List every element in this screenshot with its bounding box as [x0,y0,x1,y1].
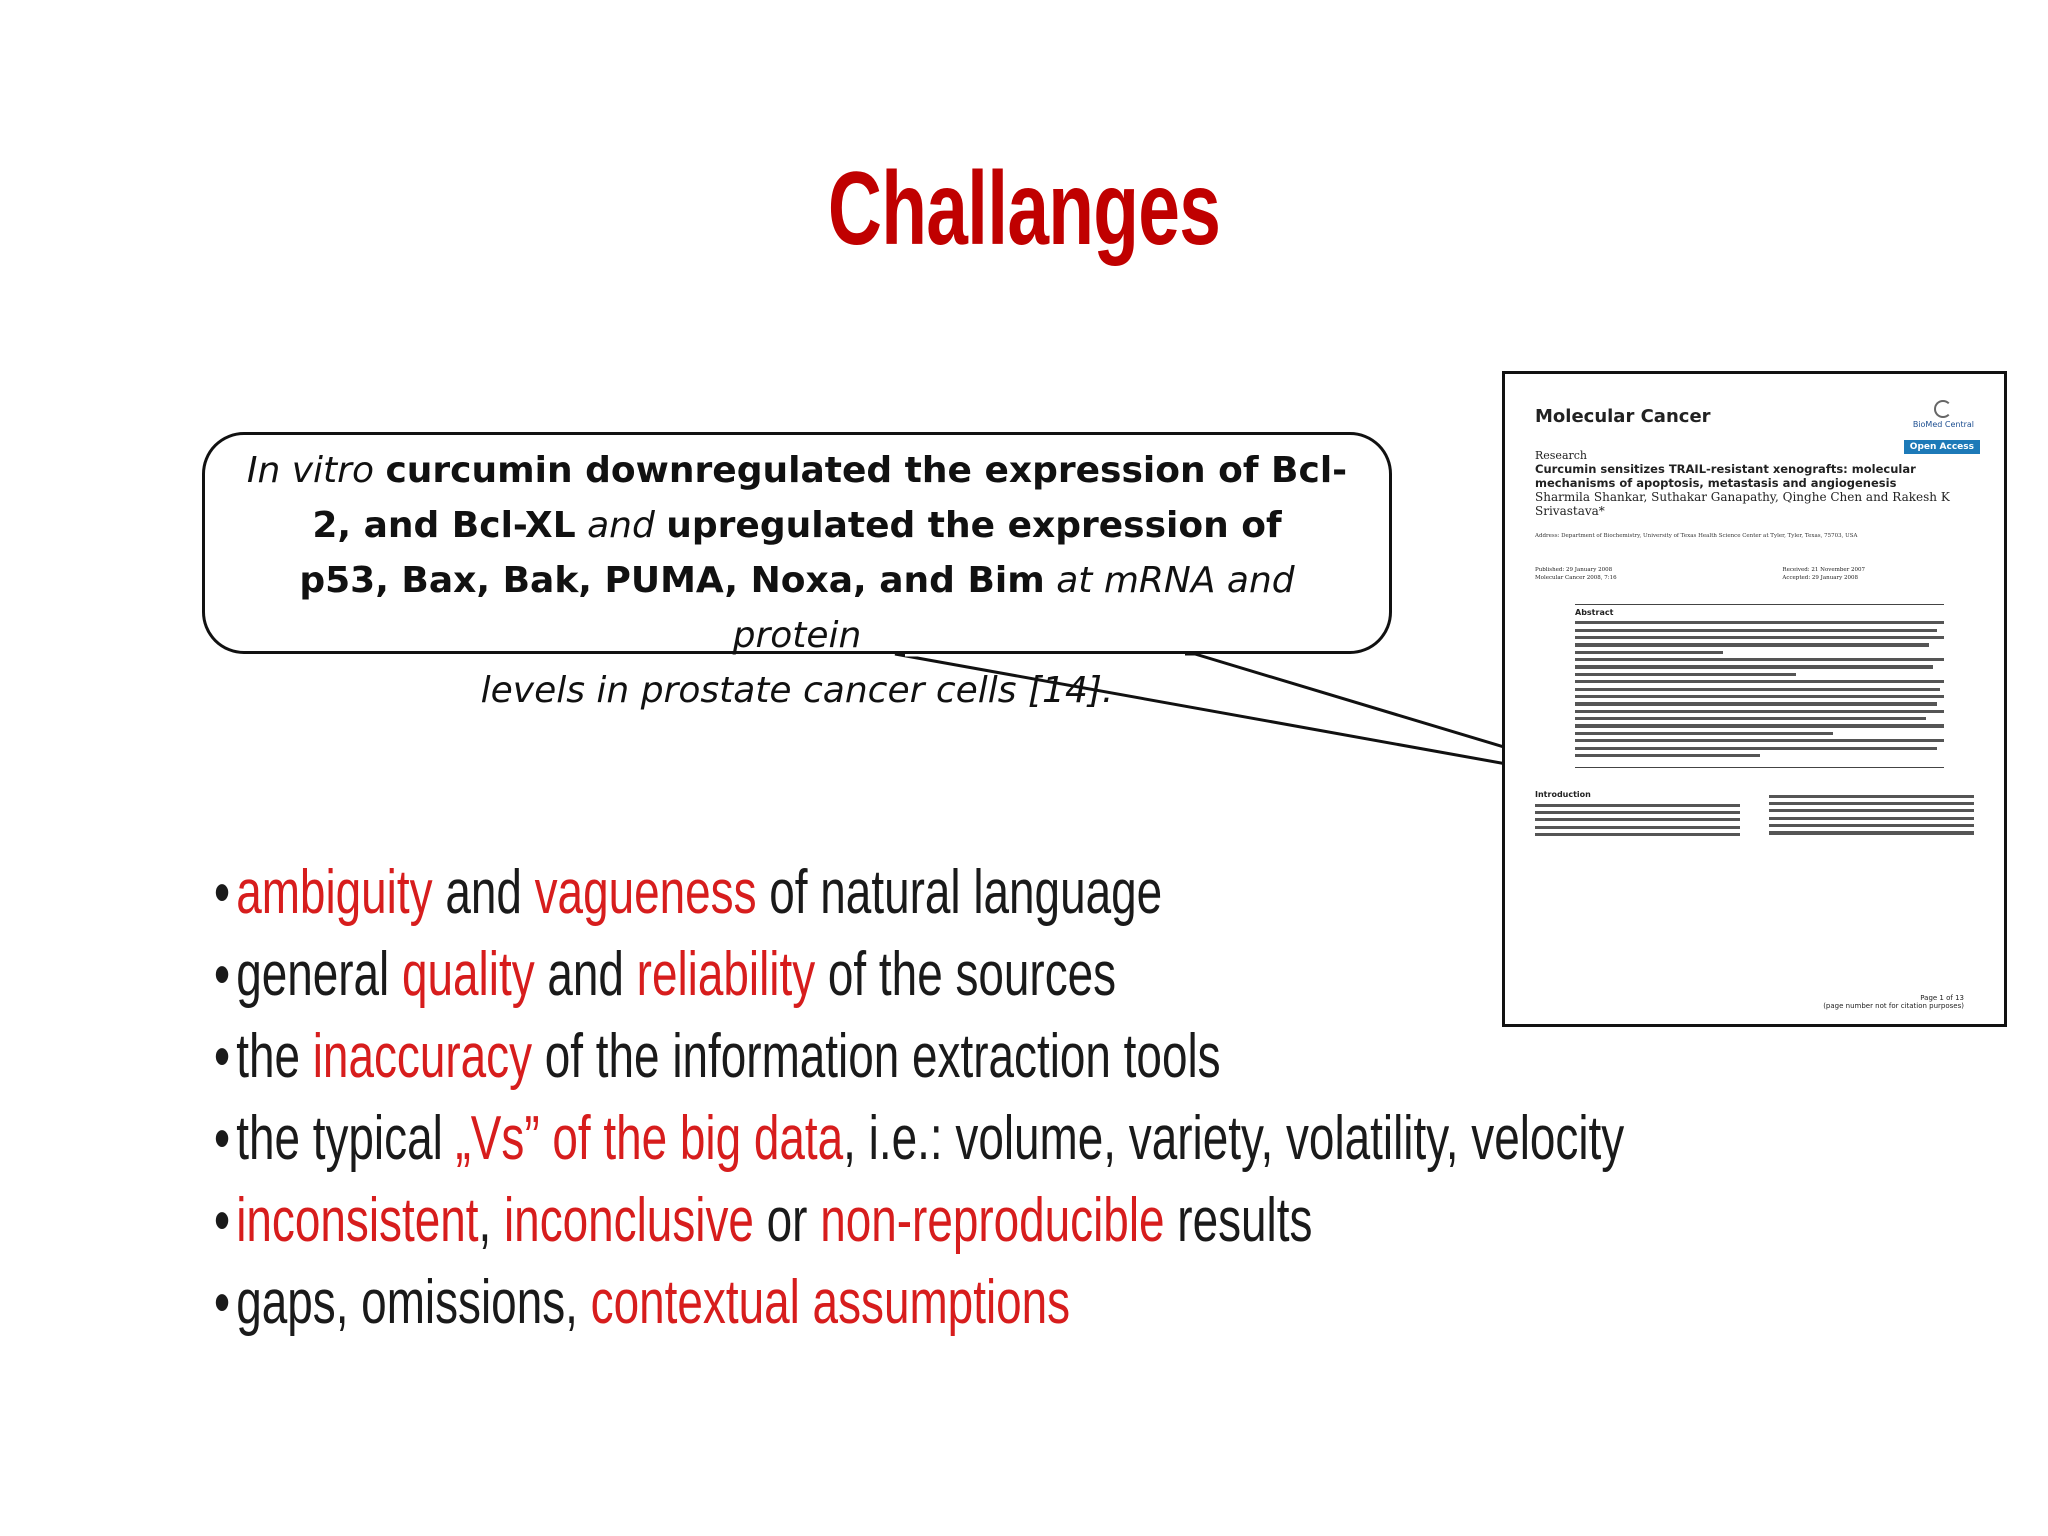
challenge-item [214,934,1398,1016]
paper-received: Received: 21 November 2007 [1782,567,1865,573]
open-access-badge: Open Access [1904,440,1980,454]
callout-bold-text: 2, and Bcl-XL [312,505,576,546]
challenges-list [214,852,1814,1344]
highlighted-term: ambiguity [236,858,433,927]
highlighted-term: contextual assumptions [590,1268,1071,1337]
paper-section: Research [1535,449,1588,462]
paper-dates [1535,566,1865,582]
highlighted-term: inconsistent [236,1186,479,1255]
highlighted-term: vagueness [534,858,757,927]
callout-line-3 [245,553,1349,663]
biomed-central-logo [1913,400,1974,429]
challenge-item [214,852,1398,934]
challenge-item [214,1098,1625,1180]
quote-callout [202,432,1392,711]
bullet-marker: • [214,1104,231,1173]
highlighted-term: inconclusive [503,1186,754,1255]
abstract-text-lines [1575,621,1944,757]
item-text: , [478,1186,504,1255]
bullet-marker: • [214,940,231,1009]
publisher-name: BioMed Central [1912,420,1974,429]
item-text: gaps, omissions, [236,1268,591,1337]
callout-line-1 [245,443,1349,498]
item-text: the typical [236,1104,456,1173]
highlighted-term: reliability [636,940,816,1009]
paper-journal-name: Molecular Cancer [1535,406,1711,427]
biomed-central-icon [1934,400,1952,418]
callout-italic-in-vitro: In vitro [246,450,374,491]
highlighted-term: „Vs” of the big data [455,1104,844,1173]
item-text: and [534,940,637,1009]
item-text: of natural language [756,858,1163,927]
paper-page-number [1823,994,1964,1010]
paper-address: Address: Department of Biochemistry, University of Texas Health Science Center at Tyler, Tyler, Texas, 75703, USA [1535,533,1858,539]
item-text: , i.e.: volume, variety, volatility, velocity [843,1104,1625,1173]
paper-title: Curcumin sensitizes TRAIL-resistant xenografts: molecular mechanisms of apoptosis, metastasis and angiogenesis [1535,462,1916,490]
callout-italic-text: at mRNA and protein [732,560,1295,656]
callout-bold-text: curcumin downregulated the expression of Bcl- [385,450,1348,491]
paper-authors: Sharmila Shankar, Suthakar Ganapathy, Qinghe Chen and Rakesh K Srivastava* [1535,490,1950,518]
paper-accepted: Accepted: 29 January 2008 [1782,575,1858,581]
item-text: general [236,940,403,1009]
abstract-heading: Abstract [1575,608,1614,617]
bullet-marker: • [214,1268,231,1337]
callout-line-2 [245,498,1349,553]
item-text: or [753,1186,821,1255]
callout-italic-text: levels in prostate cancer cells [14]. [480,670,1114,711]
bullet-marker: • [214,1186,231,1255]
callout-line-4 [245,663,1349,718]
callout-bold-text: upregulated the expression of [666,505,1282,546]
bullet-marker: • [214,1022,231,1091]
item-text: and [432,858,535,927]
paper-journal-ref: Molecular Cancer 2008, 7:16 [1535,575,1617,581]
challenge-item [214,1180,1398,1262]
highlighted-term: inaccuracy [312,1022,533,1091]
paper-body-columns [1535,790,1974,840]
page-note: (page number not for citation purposes) [1823,1002,1964,1010]
item-text: of the sources [815,940,1117,1009]
paper-left-column [1535,790,1740,840]
item-text: results [1164,1186,1313,1255]
page-label: Page 1 of 13 [1920,994,1964,1002]
paper-abstract [1575,604,1944,768]
highlighted-term: non-reproducible [820,1186,1165,1255]
highlighted-term: quality [402,940,535,1009]
challenge-item [214,1262,1398,1344]
item-text: of the information extraction tools [532,1022,1221,1091]
item-text: the [236,1022,313,1091]
intro-heading: Introduction [1535,790,1591,800]
slide-title: Challanges [827,151,1221,267]
paper-right-column [1769,790,1974,840]
challenge-item [214,1016,1398,1098]
callout-bold-text: p53, Bax, Bak, PUMA, Noxa, and Bim [299,560,1045,601]
callout-italic-text: and [587,505,655,546]
paper-published: Published: 29 January 2008 [1535,567,1613,573]
bullet-marker: • [214,858,231,927]
